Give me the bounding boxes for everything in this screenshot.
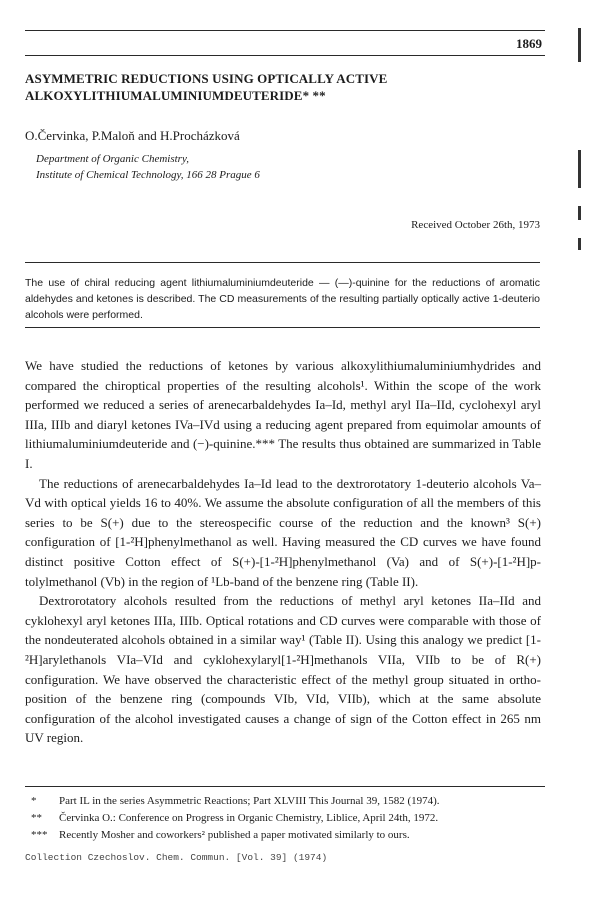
margin-mark xyxy=(578,150,581,188)
paragraph-3: Dextrorotatory alcohols resulted from the reductions of methyl aryl ketones IIa–IId and cyklohexyl aryl ketones IIIa, IIIb. Optical rotations and CD curves were comparable with those of the nondeuterated alcohols obtained in a similar way¹ (Table II). Using this analogy we predict [1-²H]arylethanols VIa–VId and cyklohexylaryl[1-²H]methanols VIIa, VIIb to be of R(+) configuration. We have observed the characteristic effect of the methyl group situated in ortho-position of the benzene ring (compounds VIb, VId, VIIb), which at the same absolute configuration of the alcohol investigated causes a change of sign of the Cotton effect in 265 nm UV region. xyxy=(25,593,541,746)
title-line-2: ALKOXYLITHIUMALUMINIUMDEUTERIDE* ** xyxy=(25,88,326,103)
footnote xyxy=(25,827,545,844)
abstract: The use of chiral reducing agent lithiumaluminiumdeuteride — (—)-quinine for the reductions of aromatic aldehydes and ketones is described. The CD measurements of the resulting partially optically active 1-deuterio alcohols were performed. xyxy=(25,277,540,321)
footnote-text: Recently Mosher and coworkers² published a paper motivated similarly to ours. xyxy=(59,829,410,841)
margin-mark xyxy=(578,28,581,62)
footnote-text: Červinka O.: Conference on Progress in Organic Chemistry, Liblice, April 24th, 1972. xyxy=(59,812,439,824)
margin-mark xyxy=(578,206,581,220)
affiliation-line-2: Institute of Chemical Technology, 166 28 Prague 6 xyxy=(36,169,260,181)
authors: O.Červinka, P.Maloň and H.Procházková xyxy=(25,128,240,143)
affiliation-line-1: Department of Organic Chemistry, xyxy=(36,153,189,165)
abstract-rule-bottom xyxy=(25,327,540,328)
article-title xyxy=(25,70,545,104)
paragraph-1: We have studied the reductions of ketones by various alkoxylithiumaluminiumhydrides and compared the chiroptical properties of the resulting alcohols¹. Within the scope of the work performed we reduced a series of arenecarbaldehydes Ia–Id, methyl aryl IIa–IId, cyclohexyl aryl IIIa, IIIb and diaryl ketones IVa–IVd using a reducing agent prepared from equimolar amounts of lithiumaluminiumdeuteride and (−)-quinine.*** The results thus obtained are summarized in Table I. xyxy=(25,358,541,471)
footnote-mark: *** xyxy=(31,829,48,841)
page-number: 1869 xyxy=(516,36,542,51)
abstract-rule-top xyxy=(25,262,540,263)
footnote-mark: ** xyxy=(31,812,42,824)
affiliation xyxy=(36,151,516,183)
margin-mark xyxy=(578,238,581,250)
footnote xyxy=(25,793,545,810)
header-rule-top xyxy=(25,30,545,31)
footnote xyxy=(25,810,545,827)
footnote-rule xyxy=(25,786,545,787)
received-date: Received October 26th, 1973 xyxy=(411,219,540,231)
footnotes xyxy=(25,793,545,844)
journal-citation: Collection Czechoslov. Chem. Commun. [Vol. 39] (1974) xyxy=(25,852,328,863)
title-line-1: ASYMMETRIC REDUCTIONS USING OPTICALLY ACTIVE xyxy=(25,71,388,86)
paragraph-2: The reductions of arenecarbaldehydes Ia–Id lead to the dextrorotatory 1-deuterio alcohols Va–Vd with optical yields 16 to 40%. We assume the absolute configuration of all the members of this series to be S(+) due to the stereospecific course of the reduction and the known³ S(+) configuration of [1-²H]phenylmethanol as well. Having measured the CD curves we have found distinct positive Cotton effect of S(+)-[1-²H]phenylmethanol (Va) and of S(+)-[1-²H]p-tolylmethanol (Vb) in the region of ¹Lb-band of the benzene ring (Table II). xyxy=(25,475,541,589)
header-rule-bottom xyxy=(25,55,545,56)
footnote-text: Part IL in the series Asymmetric Reactions; Part XLVIII This Journal 39, 1582 (1974). xyxy=(59,795,440,807)
footnote-mark: * xyxy=(31,795,37,807)
body-text xyxy=(25,356,541,748)
